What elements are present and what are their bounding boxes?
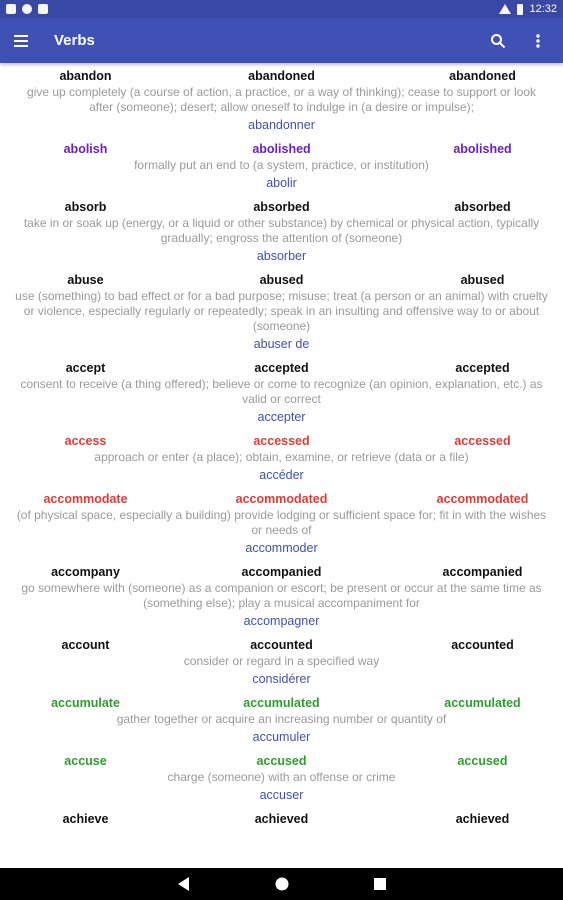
- verb-definition: take in or soak up (energy, or a liquid or other substance) by chemical or physical action, typically gradually; engross the attention of (someone): [23, 216, 540, 245]
- verb-item[interactable]: [0, 748, 563, 806]
- verb-past-form: accused: [256, 754, 307, 768]
- more-options-icon[interactable]: [527, 30, 549, 52]
- verb-forms: [10, 754, 553, 768]
- verb-translation: accompagner: [243, 614, 320, 628]
- verb-translation: accumuler: [252, 730, 311, 744]
- verb-base-form: accept: [65, 361, 106, 375]
- home-icon[interactable]: [272, 874, 292, 894]
- verb-forms: [10, 273, 553, 287]
- verb-base-form: access: [64, 434, 107, 448]
- verb-past-form: accompanied: [241, 565, 322, 579]
- status-system: [499, 3, 557, 15]
- verb-item[interactable]: [0, 559, 563, 632]
- verb-forms: [10, 361, 553, 375]
- verb-participle-form: abused: [460, 273, 505, 287]
- circle-icon: [22, 4, 32, 14]
- page-title: Verbs: [54, 32, 95, 49]
- verb-translation: abandonner: [248, 118, 315, 132]
- verb-base-form: account: [61, 638, 110, 652]
- verb-base-form: achieve: [62, 812, 109, 826]
- verb-participle-form: accounted: [451, 638, 514, 652]
- verb-past-form: accommodated: [235, 492, 328, 506]
- verb-participle-form: achieved: [455, 812, 510, 826]
- image-icon: [6, 4, 16, 14]
- verb-translation: accommoder: [245, 541, 318, 555]
- verb-definition: use (something) to bad effect or for a bad purpose; misuse; treat (a person or an animal) with cruelty or violence, especially regularly or repeatedly; speak in an insulting and offensive way to or about (someone): [15, 289, 548, 333]
- verb-definition: give up completely (a course of action, a practice, or a way of thinking); cease to support or look after (someone); desert; allow oneself to indulge in (a desire or impulse);: [27, 85, 536, 114]
- verb-item[interactable]: [0, 63, 563, 136]
- verb-base-form: abuse: [67, 273, 104, 287]
- verb-item[interactable]: [0, 632, 563, 690]
- verb-translation: abuser de: [253, 337, 310, 351]
- verb-translation: accéder: [259, 468, 304, 482]
- verb-forms: [10, 638, 553, 652]
- verb-definition: consider or regard in a specified way: [183, 654, 380, 668]
- verb-definition: consent to receive (a thing offered); believe or come to recognize (an opinion, explanation, etc.) as valid or correct: [20, 377, 543, 406]
- verb-past-form: accepted: [254, 361, 309, 375]
- verb-past-form: abolished: [252, 142, 311, 156]
- search-icon[interactable]: [487, 30, 509, 52]
- verb-participle-form: accommodated: [436, 492, 529, 506]
- sd-card-icon: [38, 4, 48, 14]
- verb-definition: go somewhere with (someone) as a companion or escort; be present or occur at the same time as (something else); play a musical accompaniment for: [21, 581, 542, 610]
- verb-forms: [10, 696, 553, 710]
- verb-definition: formally put an end to (a system, practice, or institution): [134, 158, 429, 172]
- verb-past-form: achieved: [254, 812, 309, 826]
- status-bar: [0, 0, 563, 18]
- verb-forms: [10, 492, 553, 506]
- verb-participle-form: accessed: [454, 434, 511, 448]
- verb-item[interactable]: [0, 136, 563, 194]
- verb-participle-form: accompanied: [442, 565, 523, 579]
- verb-item[interactable]: [0, 428, 563, 486]
- navigation-bar: [0, 868, 563, 900]
- hamburger-menu-icon[interactable]: [14, 30, 36, 52]
- verb-past-form: abandoned: [248, 69, 315, 83]
- verb-forms: [10, 200, 553, 214]
- recents-icon[interactable]: [370, 874, 390, 894]
- verb-base-form: absorb: [64, 200, 107, 214]
- verb-item[interactable]: [0, 267, 563, 355]
- verb-translation: accepter: [257, 410, 306, 424]
- status-notifications: [6, 4, 48, 14]
- verb-item[interactable]: [0, 486, 563, 559]
- verb-base-form: accommodate: [43, 492, 128, 506]
- verb-past-form: abused: [259, 273, 304, 287]
- verb-base-form: abandon: [59, 69, 112, 83]
- verb-item[interactable]: [0, 355, 563, 428]
- verb-translation: absorber: [256, 249, 307, 263]
- verb-base-form: abolish: [63, 142, 108, 156]
- wifi-icon: [499, 4, 511, 14]
- verb-definition: charge (someone) with an offense or crime: [167, 770, 396, 784]
- back-icon[interactable]: [174, 874, 194, 894]
- verb-forms: [10, 142, 553, 156]
- verb-past-form: accounted: [250, 638, 313, 652]
- verb-participle-form: absorbed: [454, 200, 511, 214]
- battery-icon: [517, 4, 523, 15]
- verb-participle-form: abolished: [453, 142, 512, 156]
- verb-translation: considérer: [252, 672, 311, 686]
- verb-translation: abolir: [266, 176, 297, 190]
- verb-participle-form: accused: [457, 754, 508, 768]
- verb-participle-form: accepted: [455, 361, 510, 375]
- app-bar: [0, 18, 563, 63]
- verb-definition: gather together or acquire an increasing number or quantity of: [116, 712, 447, 726]
- verb-forms: [10, 434, 553, 448]
- verb-base-form: accuse: [64, 754, 107, 768]
- verb-forms: [10, 565, 553, 579]
- verb-forms: [10, 69, 553, 83]
- verb-past-form: absorbed: [253, 200, 310, 214]
- verb-base-form: accumulate: [51, 696, 120, 710]
- verb-item[interactable]: [0, 806, 563, 832]
- verb-forms: [10, 812, 553, 826]
- verb-participle-form: abandoned: [449, 69, 516, 83]
- verb-item[interactable]: [0, 690, 563, 748]
- verb-definition: approach or enter (a place); obtain, examine, or retrieve (data or a file): [94, 450, 469, 464]
- verb-past-form: accumulated: [243, 696, 320, 710]
- status-time: 12:32: [529, 3, 557, 15]
- verb-definition: (of physical space, especially a building) provide lodging or sufficient space for; fit in with the wishes or needs of: [16, 508, 547, 537]
- verb-base-form: accompany: [51, 565, 120, 579]
- verb-item[interactable]: [0, 194, 563, 267]
- verb-participle-form: accumulated: [444, 696, 521, 710]
- verb-list[interactable]: [0, 63, 563, 868]
- verb-past-form: accessed: [253, 434, 310, 448]
- verb-translation: accuser: [259, 788, 304, 802]
